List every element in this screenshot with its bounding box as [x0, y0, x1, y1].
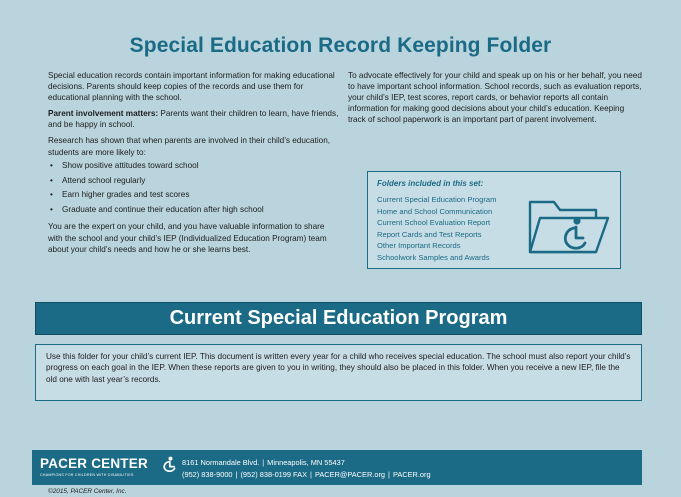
folder-list-item: Current Special Education Program	[377, 195, 497, 204]
advocate-paragraph: To advocate effectively for your child and speak up on his or her behalf, you need to have important school information. School records, such as evaluation reports, your child’s IEP, test scores, report cards, or behavior reports all contain information for making good decisions about your child’s education. Keeping track of school paperwork is an important part of parent involvement.	[348, 71, 642, 125]
pacer-logo	[40, 456, 180, 482]
folder-icon	[526, 188, 612, 260]
bullet-icon: •	[50, 205, 53, 215]
list-item: • Graduate and continue their education after high school	[50, 205, 264, 215]
section-title: Current Special Education Program	[169, 307, 508, 329]
folder-list-item: Other Important Records	[377, 241, 461, 251]
involvement-label: Parent involvement matters:	[48, 109, 159, 119]
footer-bar	[32, 450, 642, 485]
list-item: • Show positive attitudes toward school	[50, 160, 199, 170]
involvement-paragraph	[48, 108, 340, 130]
list-item: • Attend school regularly	[50, 175, 146, 185]
folder-list-item: Schoolwork Samples and Awards	[377, 252, 490, 262]
logo-name: PACER CENTER	[40, 456, 148, 471]
expert-paragraph: You are the expert on your child, and you have valuable information to share with the school and your child’s IEP (Individualized Education Program) team about your child’s needs and how he or she learns best.	[48, 222, 327, 254]
left-column	[48, 70, 340, 260]
section-description-box	[35, 344, 642, 401]
bullet-icon: •	[50, 175, 53, 185]
folders-included-box	[367, 171, 621, 269]
bullet-icon: •	[50, 190, 53, 200]
folder-list-item: Current School Evaluation Report	[377, 218, 491, 228]
footer-contact: (952) 838-9000 | (952) 838-0199 FAX | PACER@PACER.org | PACER.org	[182, 470, 431, 479]
email-link[interactable]: PACER@PACER.org	[314, 470, 386, 479]
intro-paragraph: Special education records contain important information for making educational decisions. Parents should keep copies of the records and use them for educational planning with the school.	[48, 71, 335, 103]
footer-address: 8161 Normandale Blvd. | Minneapolis, MN 55437	[182, 458, 345, 467]
logo-tagline: CHAMPIONS FOR CHILDREN WITH DISABILITIES	[40, 473, 134, 477]
fax-text: (952) 838-0199 FAX	[240, 470, 308, 479]
folders-heading: Folders included in this set:	[377, 179, 484, 188]
research-paragraph: Research has shown that when parents are involved in their child’s education, students are more likely to:	[48, 136, 331, 157]
folder-list-item: Report Cards and Test Reports	[377, 229, 482, 239]
benefits-list	[48, 160, 340, 216]
section-title-bar	[35, 302, 642, 335]
section-description: Use this folder for your child’s current IEP. This document is written every year for a child who receives special education. The school must also report your child’s progress on each goal in the IEP. When these reports are given to you in writing, they should also be placed in this folder. When you receive a new IEP, file the old one with last year’s records.	[46, 352, 631, 384]
folders-list	[377, 194, 496, 264]
bullet-icon: •	[50, 160, 53, 170]
copyright-notice: ©2015, PACER Center, Inc.	[48, 488, 127, 495]
address-text: 8161 Normandale Blvd.	[182, 458, 260, 467]
phone-text: (952) 838-9000	[182, 470, 233, 479]
city-text: Minneapolis, MN 55437	[267, 458, 345, 467]
involvement-text: Parents want their children to learn, have friends, and be happy in school.	[48, 109, 339, 130]
page-title: Special Education Record Keeping Folder	[129, 34, 552, 57]
folder-list-item: Home and School Communication	[377, 206, 493, 216]
website-link[interactable]: PACER.org	[392, 470, 431, 479]
right-column	[348, 70, 644, 130]
logo-mark-icon	[162, 456, 177, 472]
list-item: • Earn higher grades and test scores	[50, 190, 190, 200]
